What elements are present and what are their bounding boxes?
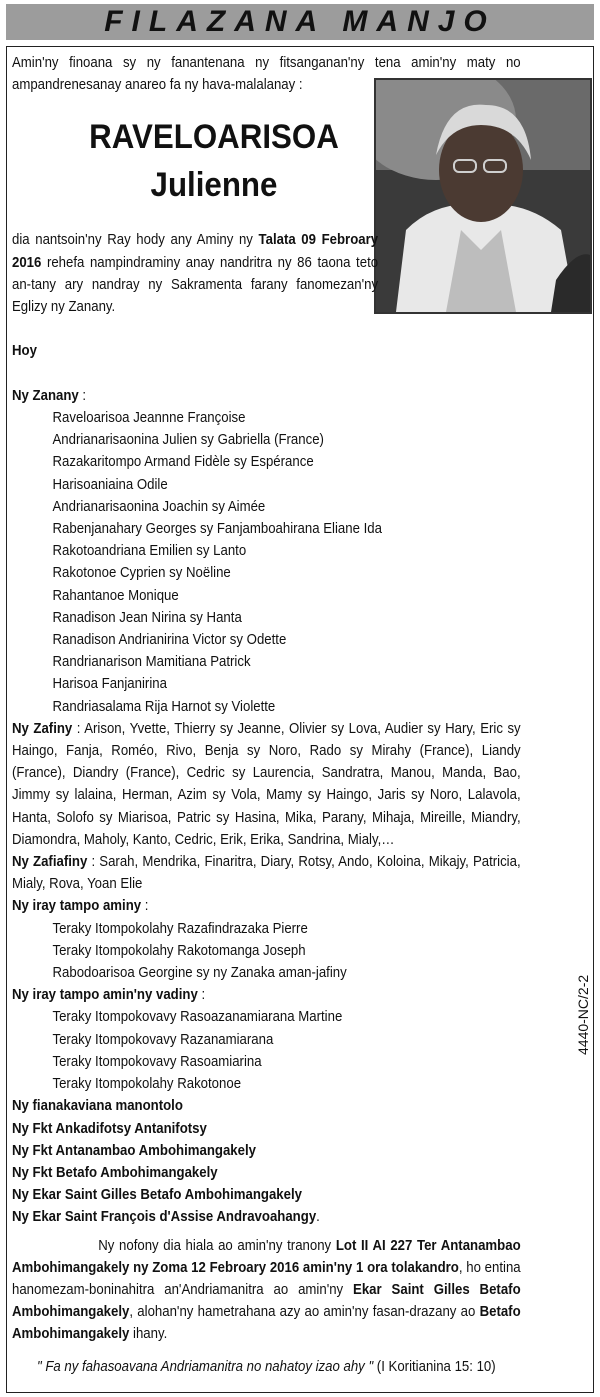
funeral-t3: , alohan'ny hametrahana azy ao amin'ny fasan-drazany ao	[129, 1303, 480, 1321]
group-item: Ny Fkt Betafo Ambohimangakely	[12, 1163, 218, 1181]
list-item: Teraky Itompokovavy Rasoamiarina	[52, 1052, 262, 1070]
death-date: Talata 09 Febroary 2016	[12, 231, 379, 271]
name-spacer	[12, 96, 521, 229]
group-item: Ny fianakaviana manontolo	[12, 1097, 183, 1115]
tampo-vadiny-heading	[12, 984, 521, 1006]
groups-list	[12, 1095, 521, 1228]
list-item: Teraky Itompokolahy Rakotonoe	[52, 1075, 242, 1093]
list-item: Rahantanoe Monique	[52, 586, 179, 604]
list-item: Rakotonoe Cyprien sy Noëline	[52, 564, 231, 582]
intro-text: Amin'ny finoana sy ny fanantenana ny fitsanganan'ny tena amin'ny maty no ampandrenesanay anareo fa ny hava-malalanay :	[12, 54, 521, 94]
list-item: Raveloarisoa Jeannne Françoise	[52, 409, 246, 426]
tampo-aminy-label: Ny iray tampo aminy	[12, 897, 142, 915]
hoy-label: Hoy	[12, 342, 37, 360]
tampo-vadiny-list	[12, 1006, 521, 1095]
notice-body	[12, 52, 521, 1378]
funeral-b3: Betafo Ambohimangakely	[12, 1303, 521, 1343]
group-item: Ny Fkt Ankadifotsy Antanifotsy	[12, 1119, 207, 1137]
deceased-given-name: Julienne	[150, 166, 278, 204]
zafiafiny-label: Ny Zafiafiny	[12, 853, 88, 871]
group-end-mark: .	[316, 1208, 320, 1226]
reference-code: 4440-NC/2-2	[575, 974, 591, 1055]
list-item: Ranadison Andrianirina Victor sy Odette	[52, 631, 287, 649]
list-item: Rakotoandriana Emilien sy Lanto	[52, 542, 247, 560]
zanany-label: Ny Zanany	[12, 386, 79, 404]
group-item: Ny Fkt Antanambao Ambohimangakely	[12, 1141, 257, 1159]
list-item: Randriasalama Rija Harnot sy Violette	[52, 697, 276, 715]
death-text-a: dia nantsoin'ny Ray hody any Aminy ny	[12, 231, 259, 249]
list-item: Teraky Itompokovavy Razanamiarana	[52, 1030, 274, 1048]
zafiafiny-paragraph	[12, 851, 521, 895]
list-item: Rabodoarisoa Georgine sy ny Zanaka aman-jafiny	[52, 964, 347, 982]
bible-quote	[12, 1356, 521, 1378]
zanany-list	[12, 407, 521, 718]
list-item: Randrianarison Mamitiana Patrick	[52, 653, 251, 671]
tampo-aminy-list	[12, 918, 521, 985]
group-item-text: Ny Ekar Saint François d'Assise Andravoahangy	[12, 1208, 317, 1226]
zafiafiny-text: : Sarah, Mendrika, Finaritra, Diary, Rotsy, Ando, Koloina, Mikajy, Patricia, Mialy, Rova, Yoan Elie	[12, 853, 521, 893]
tampo-aminy-heading	[12, 895, 521, 917]
list-item: Ranadison Jean Nirina sy Hanta	[52, 608, 242, 626]
spacer	[12, 318, 521, 340]
funeral-b1: Lot II AI 227 Ter Antanambao Ambohimangakely ny Zoma 12 Febroary 2016 amin'ny 1 ora tolakandro	[12, 1236, 521, 1276]
tampo-vadiny-label: Ny iray tampo amin'ny vadiny	[12, 986, 198, 1004]
funeral-t2: , ho entina hanomezam-boninahitra an'Andriamanitra ao amin'ny	[12, 1258, 521, 1298]
spacer	[12, 1346, 521, 1356]
list-item: Andrianarisaonina Julien sy Gabriella (France)	[52, 431, 324, 449]
deceased-surname: RAVELOARISOA	[89, 118, 339, 156]
funeral-t4: ihany.	[129, 1325, 168, 1343]
funeral-t1: Ny nofony dia hiala ao amin'ny tranony	[98, 1236, 336, 1254]
zanany-heading	[12, 385, 521, 407]
quote-reference: (I Koritianina 15: 10)	[373, 1357, 496, 1375]
zanany-sep: :	[78, 386, 87, 404]
list-item: Andrianarisaonina Joachin sy Aimée	[52, 497, 266, 515]
list-item: Harisoa Fanjanirina	[52, 675, 167, 693]
list-item: Teraky Itompokolahy Rakotomanga Joseph	[52, 941, 306, 959]
tampo-vadiny-sep: :	[197, 986, 206, 1004]
list-item: Rabenjanahary Georges sy Fanjamboahirana Eliane Ida	[52, 520, 382, 538]
group-item: Ny Ekar Saint Gilles Betafo Ambohimangakely	[12, 1186, 303, 1204]
page-header	[6, 4, 594, 40]
list-item: Teraky Itompokolahy Razafindrazaka Pierre	[52, 919, 308, 937]
funeral-b2: Ekar Saint Gilles Betafo Ambohimangakely	[12, 1280, 521, 1321]
group-item-last	[12, 1206, 521, 1228]
zafiny-text: : Arison, Yvette, Thierry sy Jeanne, Olivier sy Lova, Audier sy Hary, Eric sy Haingo, Fanja, Roméo, Rivo, Benja sy Noro, Rado sy Mirahy (France), Liandy (France), Diandry (France), Cedric sy Laurencia, Sandratra, Manou, Manda, Bao, Jimmy sy lalaina, Herman, Azim sy Vola, Mamy sy Haingo, Jaris sy Noro, Lalavola, Hanta, Solofo sy Miarisoa, Patric sy Hasina, Mika, Parany, Mihaja, Mireille, Miandry, Diamondra, Maholy, Kanto, Cedric, Erik, Erika, Sandrina, Mialy,…	[12, 719, 521, 848]
header-title: FILAZANA MANJO	[104, 5, 496, 38]
list-item: Teraky Itompokovavy Rasoazanamiarana Martine	[52, 1008, 343, 1026]
death-text-b: rehefa nampindraminy anay nandritra ny 86 taona teto an-tany ary nandray ny Sakramenta farany fanomezan'ny Eglizy ny Zanany.	[12, 253, 379, 316]
quote-text: " Fa ny fahasoavana Andriamanitra no nahatoy izao ahy "	[36, 1357, 374, 1375]
spacer	[12, 363, 521, 385]
list-item: Harisoaniaina Odile	[52, 475, 168, 493]
list-item: Razakaritompo Armand Fidèle sy Espérance	[52, 453, 314, 471]
zafiny-label: Ny Zafiny	[12, 719, 73, 737]
zafiny-paragraph	[12, 718, 521, 851]
death-announcement	[12, 229, 378, 318]
tampo-aminy-sep: :	[141, 897, 149, 915]
funeral-paragraph	[12, 1235, 521, 1346]
